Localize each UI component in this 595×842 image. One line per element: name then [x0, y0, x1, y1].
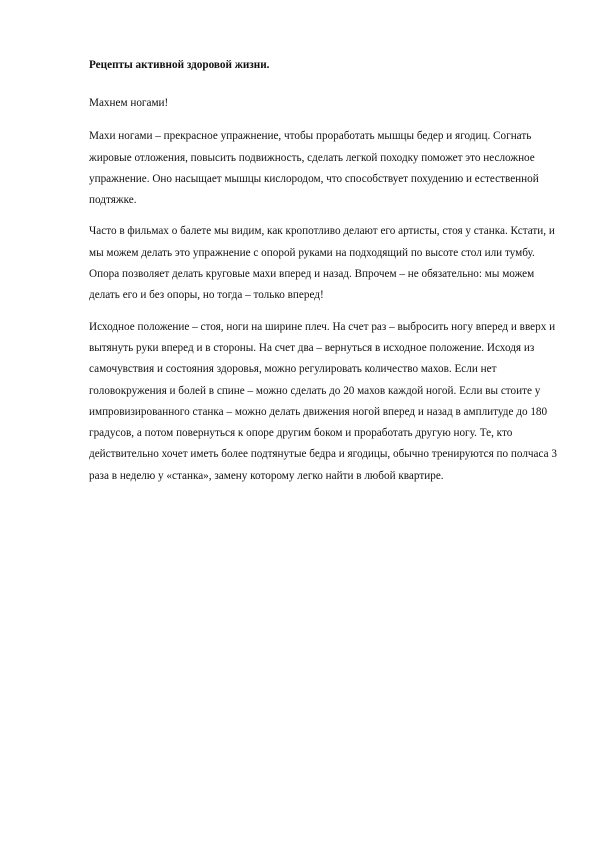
paragraph-technique: Исходное положение – стоя, ноги на ширине плеч. На счет раз – выбросить ногу вперед и вверх и вытянуть руки вперед и в стороны. На счет два – вернуться в исходное положение. Исходя из самочувствия и состояния здоровья, можно регулировать количество махов. Если нет головокружения и болей в спине – можно сделать до 20 махов каждой ногой. Если вы стоите у импровизированного станка – можно делать движения ногой вперед и назад в амплитуде до 180 градусов, а потом повернуться к опоре другим боком и проработать другую ногу. Те, кто действительно хочет иметь более подтянутые бедра и ягодицы, обычно тренируются по полчаса 3 раза в неделю у «станка», замену которому легко найти в любой квартире.	[89, 320, 557, 482]
document-body	[89, 57, 557, 497]
document-subtitle: Махнем ногами!	[89, 97, 169, 109]
document-title: Рецепты активной здоровой жизни.	[89, 59, 270, 71]
paragraph-ballet-support: Часто в фильмах о балете мы видим, как кропотливо делают его артисты, стоя у станка. Кстати, и мы можем делать это упражнение с опорой руками на подходящий по высоте стол или тумбу. Опора позволяет делать круговые махи вперед и назад. Впрочем – не обязательно: мы можем делать его и без опоры, но тогда – только вперед!	[89, 225, 555, 302]
paragraph-benefits: Махи ногами – прекрасное упражнение, чтобы проработать мышцы бедер и ягодиц. Согнать жировые отложения, повысить подвижность, сделать легкой походку поможет это несложное упражнение. Оно насыщает мышцы кислородом, что способствует похудению и естественной подтяжке.	[89, 130, 539, 207]
